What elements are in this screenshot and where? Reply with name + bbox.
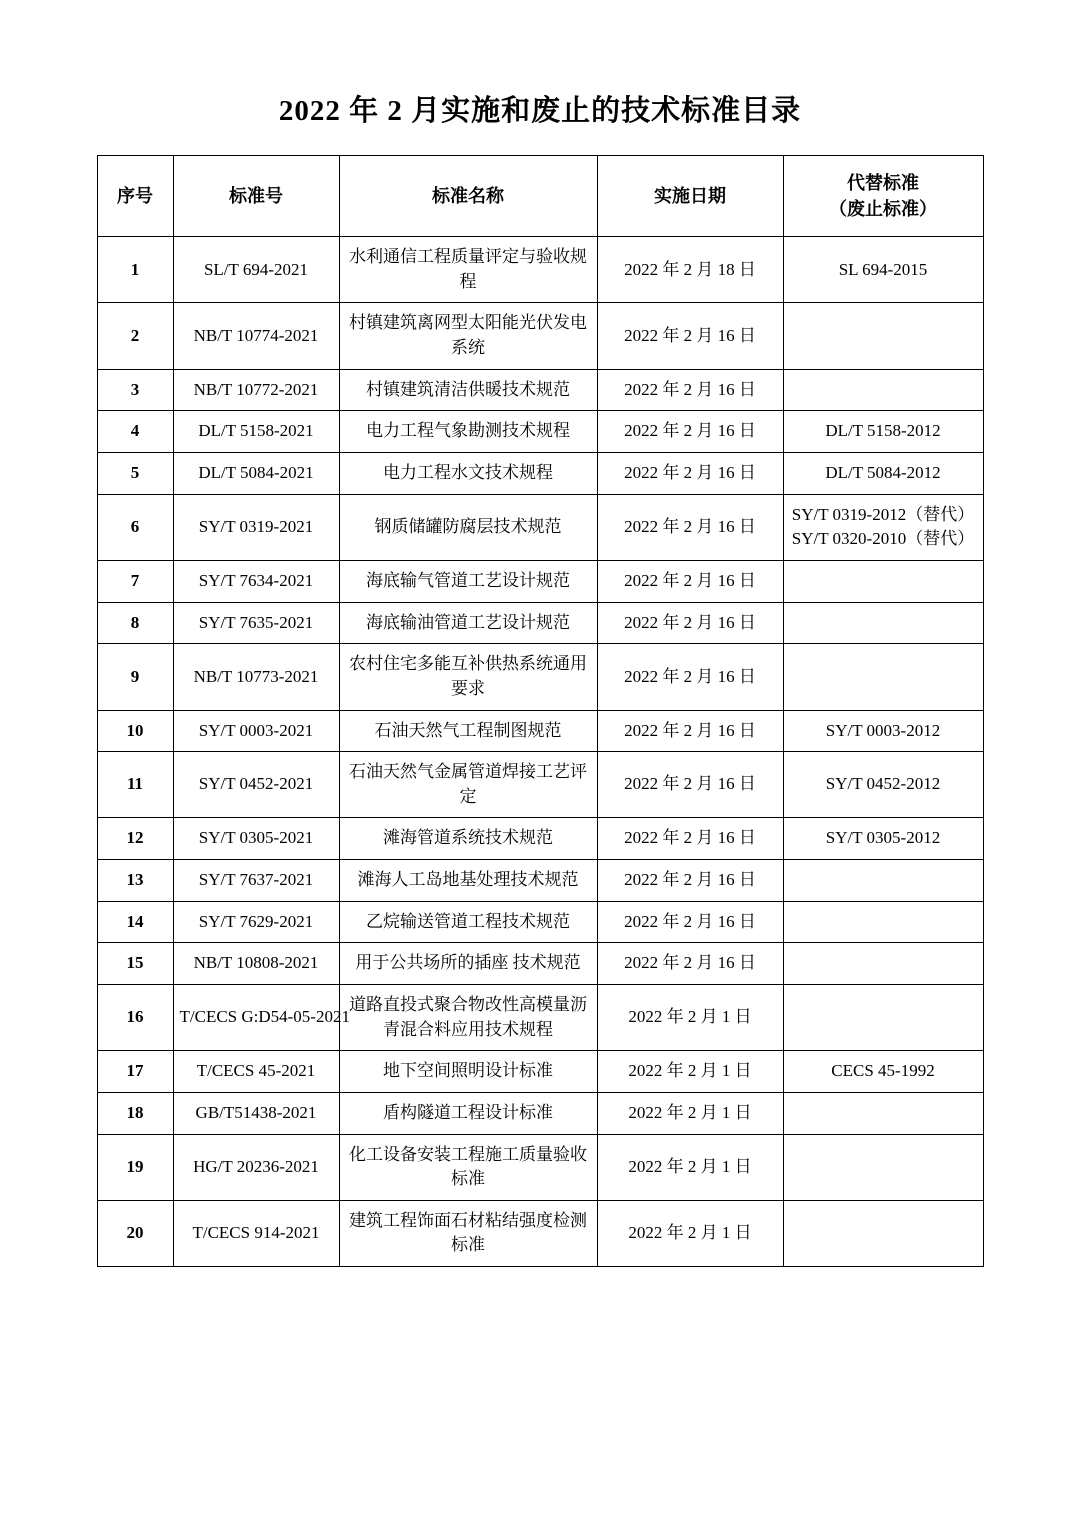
cell-effective-date: 2022 年 2 月 16 日 (597, 943, 783, 985)
cell-index: 8 (97, 602, 173, 644)
replaced-standard-line: DL/T 5158-2012 (825, 421, 941, 441)
table-row (97, 943, 983, 985)
cell-replaced-standard (783, 411, 983, 453)
table-row (97, 1134, 983, 1200)
cell-index: 14 (97, 901, 173, 943)
cell-standard-name: 滩海人工岛地基处理技术规范 (339, 860, 597, 902)
cell-effective-date: 2022 年 2 月 16 日 (597, 860, 783, 902)
cell-index: 15 (97, 943, 173, 985)
cell-index: 5 (97, 453, 173, 495)
cell-replaced-standard (783, 985, 983, 1051)
cell-standard-code: SY/T 0319-2021 (173, 494, 339, 560)
cell-standard-name: 村镇建筑离网型太阳能光伏发电系统 (339, 303, 597, 369)
cell-standard-name: 农村住宅多能互补供热系统通用要求 (339, 644, 597, 710)
cell-standard-name: 用于公共场所的插座 技术规范 (339, 943, 597, 985)
cell-effective-date: 2022 年 2 月 16 日 (597, 710, 783, 752)
cell-standard-code: DL/T 5158-2021 (173, 411, 339, 453)
column-header-replaced (783, 156, 983, 237)
table-row (97, 411, 983, 453)
cell-index: 10 (97, 710, 173, 752)
cell-effective-date: 2022 年 2 月 16 日 (597, 644, 783, 710)
cell-standard-name: 电力工程气象勘测技术规程 (339, 411, 597, 453)
column-header-replaced-line1: 代替标准 (847, 173, 919, 193)
cell-effective-date: 2022 年 2 月 1 日 (597, 1200, 783, 1266)
cell-standard-code: T/CECS 914-2021 (173, 1200, 339, 1266)
cell-standard-name: 道路直投式聚合物改性高模量沥青混合料应用技术规程 (339, 985, 597, 1051)
cell-standard-code: SY/T 7634-2021 (173, 560, 339, 602)
table-row (97, 644, 983, 710)
cell-standard-code: T/CECS 45-2021 (173, 1051, 339, 1093)
cell-replaced-standard (783, 818, 983, 860)
cell-standard-code: NB/T 10773-2021 (173, 644, 339, 710)
cell-standard-code: NB/T 10774-2021 (173, 303, 339, 369)
table-row (97, 560, 983, 602)
cell-index: 13 (97, 860, 173, 902)
cell-index: 19 (97, 1134, 173, 1200)
table-row (97, 818, 983, 860)
cell-standard-code: HG/T 20236-2021 (173, 1134, 339, 1200)
cell-standard-code: T/CECS G:D54-05-2021 (173, 985, 339, 1051)
table-header-row (97, 156, 983, 237)
cell-effective-date: 2022 年 2 月 16 日 (597, 752, 783, 818)
cell-index: 2 (97, 303, 173, 369)
cell-standard-name: 石油天然气金属管道焊接工艺评定 (339, 752, 597, 818)
cell-standard-code: SY/T 0003-2021 (173, 710, 339, 752)
cell-index: 11 (97, 752, 173, 818)
cell-standard-name: 滩海管道系统技术规范 (339, 818, 597, 860)
cell-effective-date: 2022 年 2 月 1 日 (597, 1051, 783, 1093)
cell-standard-code: DL/T 5084-2021 (173, 453, 339, 495)
table-row (97, 1200, 983, 1266)
cell-effective-date: 2022 年 2 月 16 日 (597, 560, 783, 602)
cell-index: 7 (97, 560, 173, 602)
cell-effective-date: 2022 年 2 月 16 日 (597, 453, 783, 495)
column-header-replaced-line2: （废止标准） (829, 199, 937, 220)
cell-effective-date: 2022 年 2 月 16 日 (597, 303, 783, 369)
cell-index: 1 (97, 237, 173, 303)
table-row (97, 901, 983, 943)
column-header-code: 标准号 (173, 156, 339, 237)
cell-standard-name: 钢质储罐防腐层技术规范 (339, 494, 597, 560)
cell-standard-name: 乙烷输送管道工程技术规范 (339, 901, 597, 943)
cell-standard-name: 盾构隧道工程设计标准 (339, 1092, 597, 1134)
table-header (97, 156, 983, 237)
replaced-standard-line: SY/T 0320-2010（替代） (791, 529, 975, 549)
standards-table (97, 155, 984, 1267)
cell-index: 18 (97, 1092, 173, 1134)
cell-replaced-standard (783, 237, 983, 303)
cell-replaced-standard (783, 303, 983, 369)
cell-standard-code: NB/T 10808-2021 (173, 943, 339, 985)
table-row (97, 1092, 983, 1134)
cell-effective-date: 2022 年 2 月 16 日 (597, 411, 783, 453)
cell-replaced-standard (783, 1051, 983, 1093)
table-row (97, 860, 983, 902)
table-row (97, 369, 983, 411)
table-row (97, 752, 983, 818)
cell-standard-name: 电力工程水文技术规程 (339, 453, 597, 495)
cell-effective-date: 2022 年 2 月 16 日 (597, 494, 783, 560)
cell-replaced-standard (783, 901, 983, 943)
cell-standard-code: SY/T 7629-2021 (173, 901, 339, 943)
table-row (97, 237, 983, 303)
table-row (97, 494, 983, 560)
cell-index: 4 (97, 411, 173, 453)
replaced-standard-line: CECS 45-1992 (831, 1061, 935, 1081)
cell-standard-name: 水利通信工程质量评定与验收规程 (339, 237, 597, 303)
cell-effective-date: 2022 年 2 月 1 日 (597, 1092, 783, 1134)
cell-index: 3 (97, 369, 173, 411)
cell-standard-name: 地下空间照明设计标准 (339, 1051, 597, 1093)
replaced-standard-line: SY/T 0305-2012 (825, 828, 941, 848)
cell-standard-code: SL/T 694-2021 (173, 237, 339, 303)
cell-replaced-standard (783, 943, 983, 985)
replaced-standard-line: DL/T 5084-2012 (825, 463, 941, 483)
cell-index: 20 (97, 1200, 173, 1266)
cell-replaced-standard (783, 644, 983, 710)
cell-standard-code: SY/T 0305-2021 (173, 818, 339, 860)
cell-standard-name: 村镇建筑清洁供暖技术规范 (339, 369, 597, 411)
table-row (97, 602, 983, 644)
replaced-standard-line: SL 694-2015 (838, 259, 928, 279)
cell-replaced-standard (783, 1134, 983, 1200)
column-header-date: 实施日期 (597, 156, 783, 237)
column-header-name: 标准名称 (339, 156, 597, 237)
cell-replaced-standard (783, 1200, 983, 1266)
cell-standard-name: 建筑工程饰面石材粘结强度检测标准 (339, 1200, 597, 1266)
replaced-standard-line: SY/T 0319-2012（替代） (791, 504, 975, 524)
replaced-standard-line: SY/T 0452-2012 (825, 774, 941, 794)
cell-standard-name: 石油天然气工程制图规范 (339, 710, 597, 752)
cell-standard-name: 海底输气管道工艺设计规范 (339, 560, 597, 602)
cell-replaced-standard (783, 752, 983, 818)
cell-replaced-standard (783, 602, 983, 644)
table-body (97, 237, 983, 1267)
cell-replaced-standard (783, 560, 983, 602)
cell-replaced-standard (783, 369, 983, 411)
page-title: 2022 年 2 月实施和废止的技术标准目录 (278, 95, 802, 127)
cell-effective-date: 2022 年 2 月 1 日 (597, 1134, 783, 1200)
cell-standard-name: 海底输油管道工艺设计规范 (339, 602, 597, 644)
cell-replaced-standard (783, 453, 983, 495)
cell-replaced-standard (783, 860, 983, 902)
cell-index: 9 (97, 644, 173, 710)
cell-index: 6 (97, 494, 173, 560)
cell-index: 17 (97, 1051, 173, 1093)
cell-effective-date: 2022 年 2 月 16 日 (597, 901, 783, 943)
cell-index: 12 (97, 818, 173, 860)
column-header-index: 序号 (97, 156, 173, 237)
table-row (97, 1051, 983, 1093)
cell-standard-code: SY/T 0452-2021 (173, 752, 339, 818)
cell-standard-code: NB/T 10772-2021 (173, 369, 339, 411)
cell-effective-date: 2022 年 2 月 16 日 (597, 602, 783, 644)
cell-replaced-standard (783, 1092, 983, 1134)
cell-replaced-standard (783, 494, 983, 560)
table-row (97, 985, 983, 1051)
table-row (97, 303, 983, 369)
cell-index: 16 (97, 985, 173, 1051)
replaced-standard-line: SY/T 0003-2012 (825, 720, 941, 740)
cell-standard-code: SY/T 7637-2021 (173, 860, 339, 902)
cell-standard-name: 化工设备安装工程施工质量验收标准 (339, 1134, 597, 1200)
cell-effective-date: 2022 年 2 月 16 日 (597, 818, 783, 860)
cell-effective-date: 2022 年 2 月 16 日 (597, 369, 783, 411)
table-row (97, 453, 983, 495)
table-row (97, 710, 983, 752)
cell-replaced-standard (783, 710, 983, 752)
cell-effective-date: 2022 年 2 月 1 日 (597, 985, 783, 1051)
cell-standard-code: GB/T51438-2021 (173, 1092, 339, 1134)
cell-standard-code: SY/T 7635-2021 (173, 602, 339, 644)
cell-effective-date: 2022 年 2 月 18 日 (597, 237, 783, 303)
